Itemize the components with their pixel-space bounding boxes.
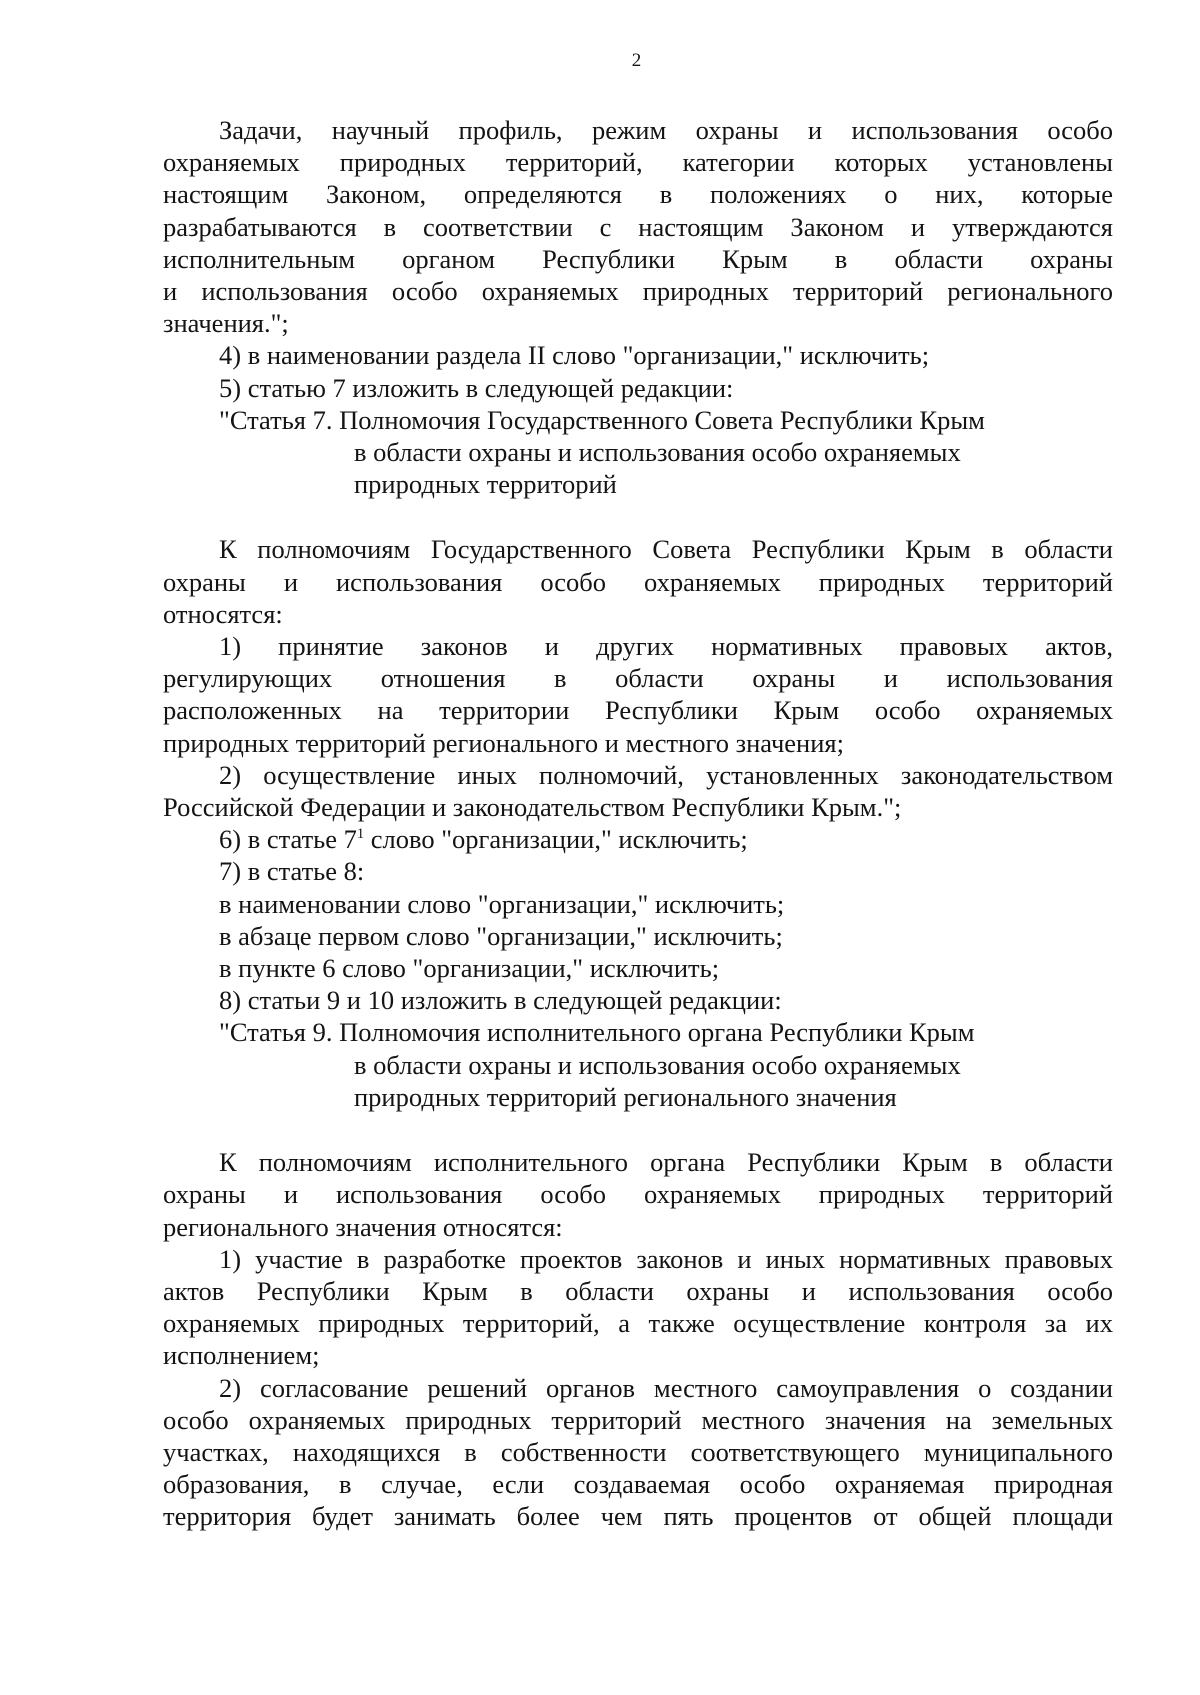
- heading-line: в области охраны и использования особо охраняемых: [354, 1049, 961, 1080]
- heading-line: природных территорий регионального значения: [354, 1081, 897, 1112]
- text-line: Задачи, научный профиль, режим охраны и использования особо: [219, 115, 1113, 145]
- text-line: разрабатываются в соответствии с настоящим Законом и утверждаются: [163, 211, 1113, 242]
- text-line: исполнительным органом Республики Крым в области охраны: [163, 243, 1113, 274]
- text-line: образования, в случае, если создаваемая особо охраняемая природная: [163, 1469, 1113, 1500]
- amendment-item-5: 5) статью 7 изложить в следующей редакции:: [219, 372, 734, 403]
- page-number: 2: [631, 50, 642, 71]
- text-line: регионального значения относятся:: [163, 1211, 563, 1242]
- text-line: Российской Федерации и законодательством Республики Крым.";: [163, 792, 902, 823]
- heading-line: в области охраны и использования особо охраняемых: [354, 437, 961, 468]
- text-line: 2) согласование решений органов местного самоуправления о создании: [219, 1372, 1113, 1403]
- text-line: К полномочиям исполнительного органа Республики Крым в области: [219, 1147, 1113, 1178]
- text-line: 1) участие в разработке проектов законов и иных нормативных правовых: [219, 1243, 1113, 1274]
- text-line: исполнением;: [163, 1340, 320, 1371]
- council-power-2: [163, 759, 1113, 823]
- amendment-item-7: 7) в статье 8:: [219, 856, 365, 887]
- spacer: [163, 500, 1113, 533]
- paragraph-council-powers: [163, 533, 1113, 630]
- council-power-1: [163, 630, 1113, 759]
- text-line: охраны и использования особо охраняемых природных территорий: [163, 1179, 1113, 1210]
- amendment-item-8: 8) статьи 9 и 10 изложить в следующей редакции:: [219, 985, 782, 1016]
- article-9-heading: [163, 1016, 1113, 1113]
- text-line: охраняемых природных территорий, категории которых установлены: [163, 147, 1113, 178]
- heading-line: природных территорий: [354, 469, 617, 500]
- article-7-heading: [163, 404, 1113, 501]
- heading-line: "Статья 7. Полномочия Государственного Совета Республики Крым: [219, 404, 985, 435]
- amendment-item-7-a: в наименовании слово "организации," исключить;: [219, 888, 785, 919]
- text-line: настоящим Законом, определяются в положениях о них, которые: [163, 179, 1113, 210]
- text-line: значения.";: [163, 308, 289, 339]
- superscript: 1: [356, 826, 365, 843]
- text-line: природных территорий регионального и местного значения;: [163, 727, 844, 758]
- item-6-text-rest: слово "организации," исключить;: [364, 824, 748, 855]
- text-line: охраны и использования особо охраняемых природных территорий: [163, 566, 1113, 597]
- paragraph-tasks: [163, 114, 1113, 339]
- executive-power-1: [163, 1243, 1113, 1372]
- text-line: 2) осуществление иных полномочий, установленных законодательством: [219, 759, 1113, 790]
- text-line: и использования особо охраняемых природных территорий регионального: [163, 276, 1113, 307]
- document-body: [163, 114, 1113, 1533]
- item-6-text: 6) в статье 7: [219, 824, 357, 855]
- text-line: территория будет занимать более чем пять процентов от общей площади: [163, 1501, 1113, 1532]
- text-line: относятся:: [163, 598, 283, 629]
- amendment-item-7-c: в пункте 6 слово "организации," исключить;: [219, 953, 720, 984]
- text-line: особо охраняемых природных территорий местного значения на земельных: [163, 1404, 1113, 1435]
- executive-power-2: [163, 1372, 1113, 1533]
- text-line: расположенных на территории Республики Крым особо охраняемых: [163, 695, 1113, 726]
- paragraph-executive-powers: [163, 1146, 1113, 1243]
- amendment-item-6: [163, 823, 1113, 855]
- text-line: участках, находящихся в собственности соответствующего муниципального: [163, 1436, 1113, 1467]
- text-line: регулирующих отношения в области охраны и использования: [163, 663, 1113, 694]
- spacer: [163, 1113, 1113, 1146]
- amendment-item-4: 4) в наименовании раздела II слово "организации," исключить;: [219, 340, 930, 371]
- text-line: охраняемых природных территорий, а также осуществление контроля за их: [163, 1308, 1113, 1339]
- amendment-item-7-b: в абзаце первом слово "организации," исключить;: [219, 920, 783, 951]
- heading-line: "Статья 9. Полномочия исполнительного органа Республики Крым: [219, 1017, 975, 1048]
- text-line: К полномочиям Государственного Совета Республики Крым в области: [219, 534, 1113, 565]
- text-line: 1) принятие законов и других нормативных правовых актов,: [219, 631, 1113, 662]
- text-line: актов Республики Крым в области охраны и использования особо: [163, 1275, 1113, 1306]
